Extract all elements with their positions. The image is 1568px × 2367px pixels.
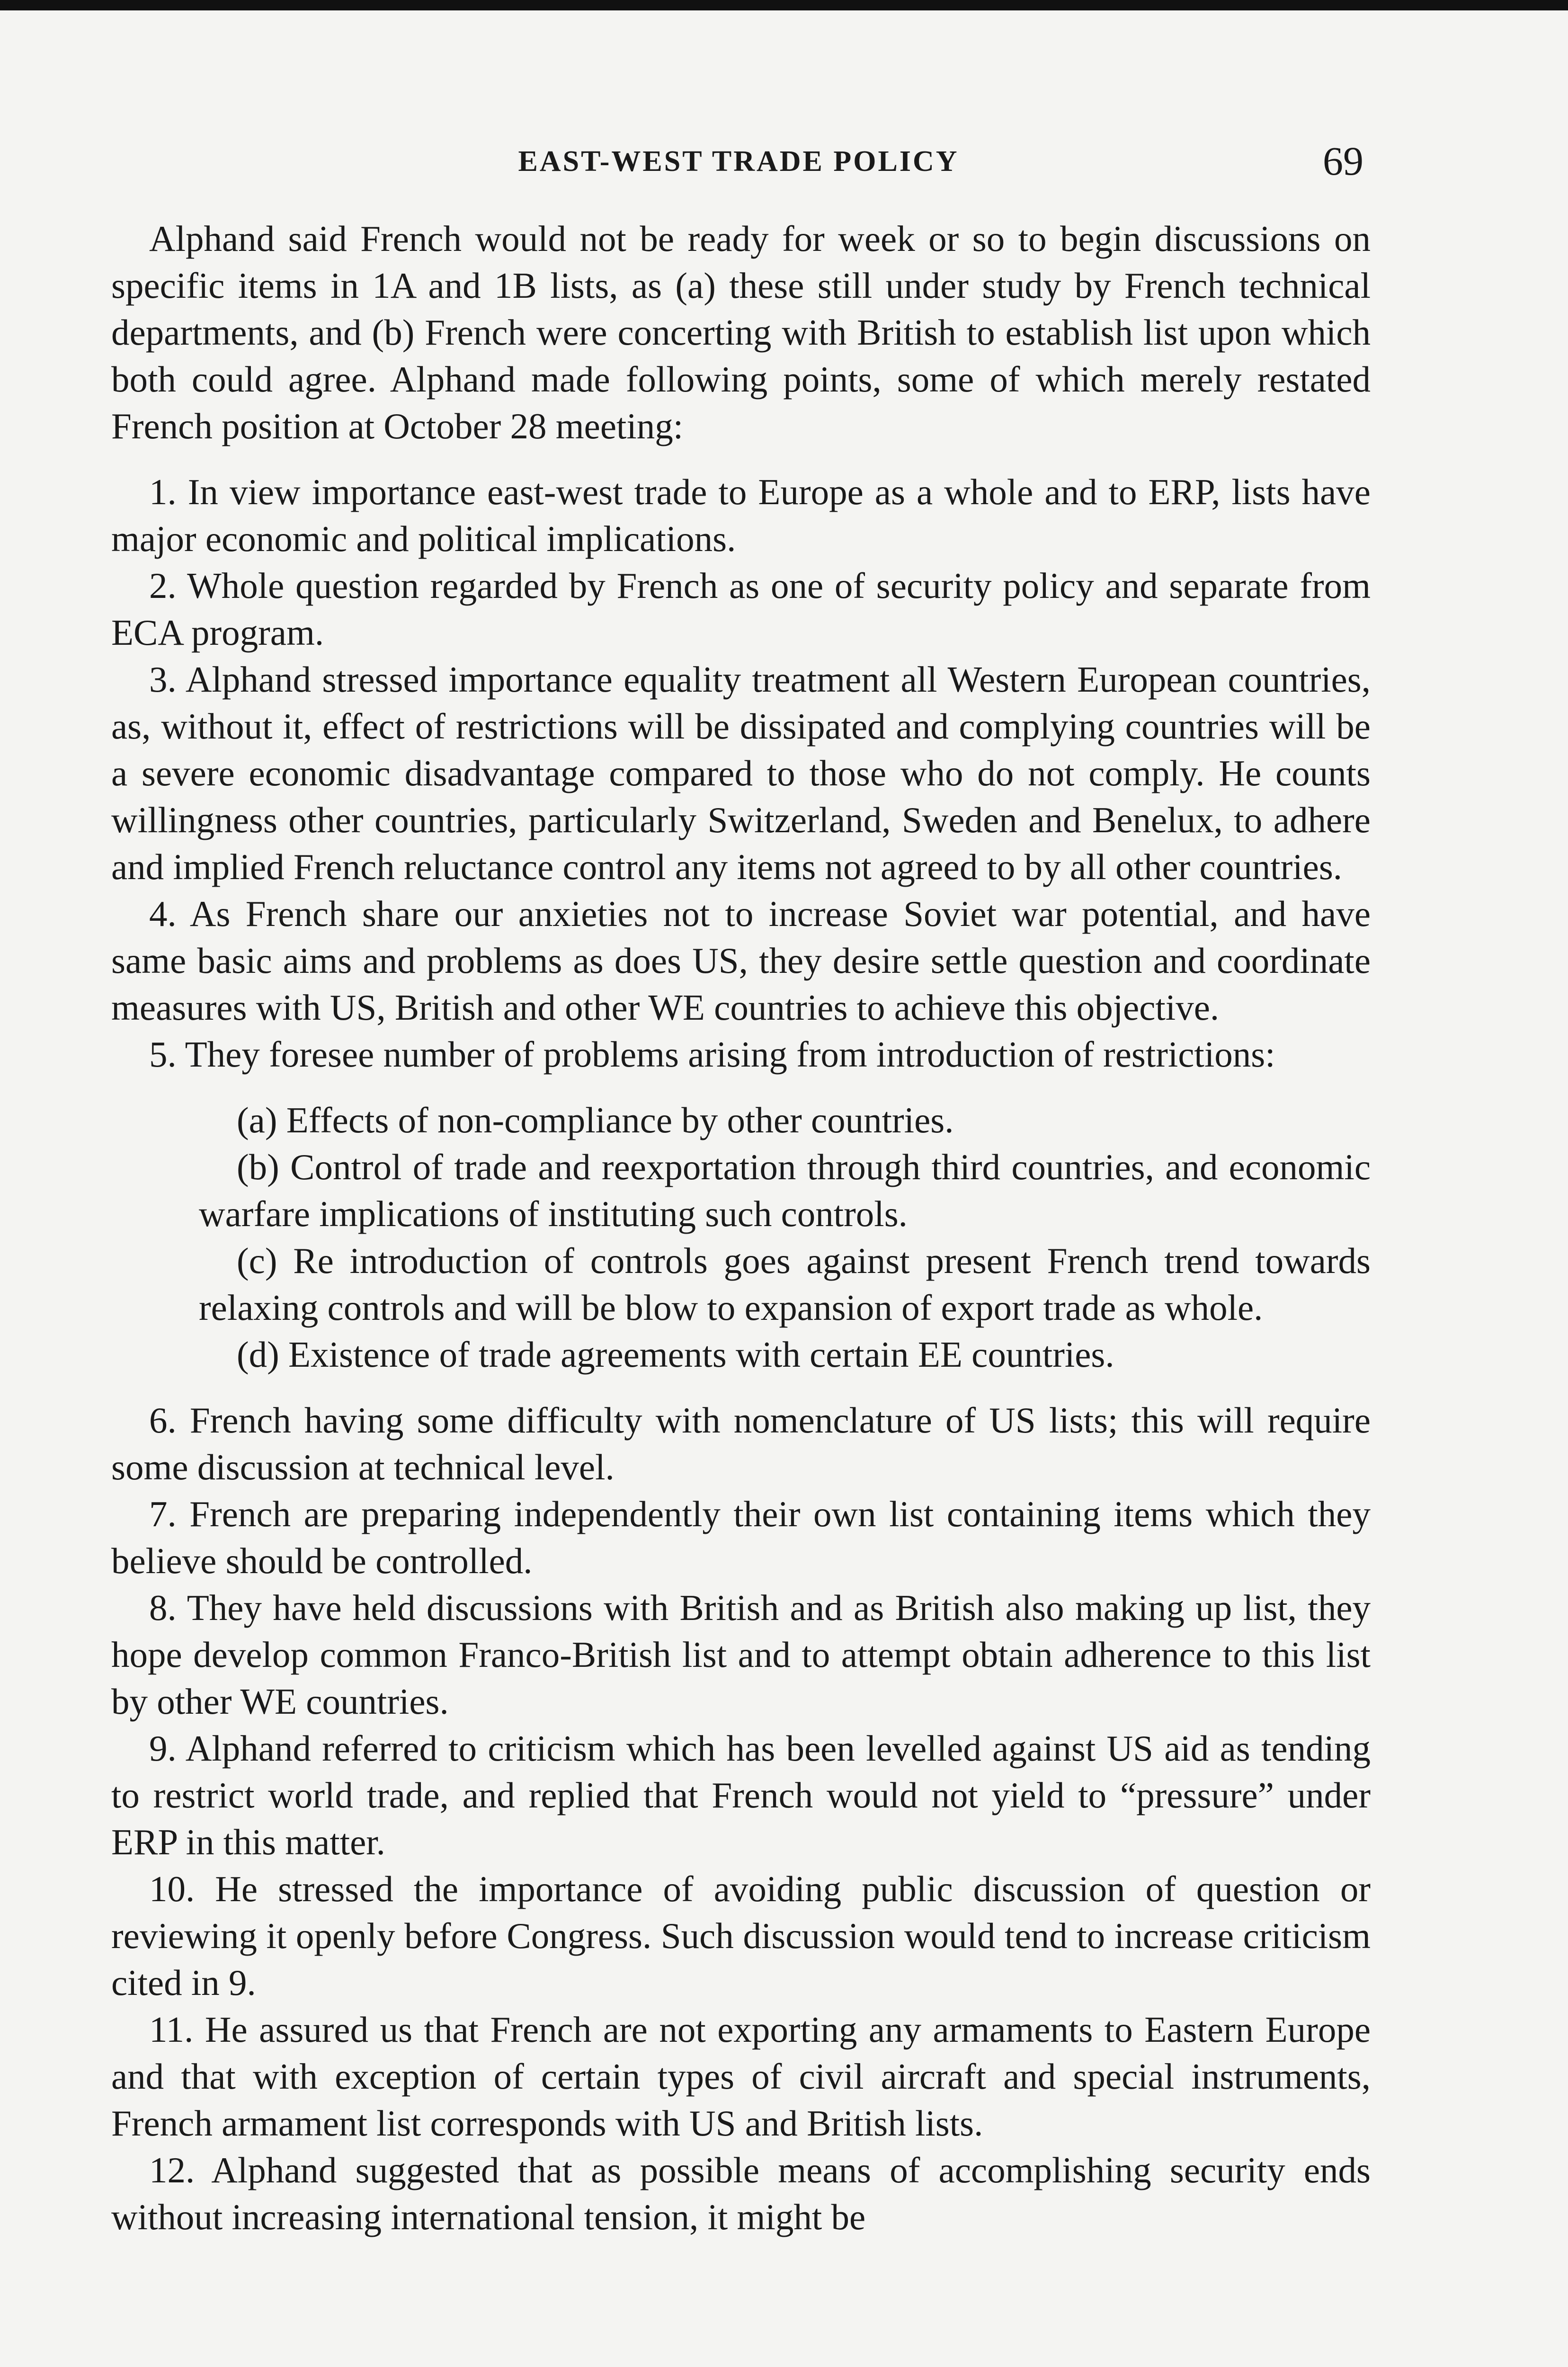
point-6: 6. French having some difficulty with nomenclature of US lists; this will require some discussion at technical level.: [111, 1400, 1371, 1487]
point-11: 11. He assured us that French are not exporting any armaments to Eastern Europe and that with exception of certain types of civil aircraft and special instruments, French armament list corresponds with US and British lists.: [111, 2009, 1371, 2144]
subpoint-b: (b) Control of trade and reexportation through third countries, and economic warfare implications of instituting such controls.: [199, 1147, 1371, 1234]
point-12: 12. Alphand suggested that as possible means of accomplishing security ends without increasing international tension, it might be: [111, 2150, 1371, 2237]
point-8: 8. They have held discussions with British and as British also making up list, they hope develop common Franco-British list and to attempt obtain adherence to this list by other WE countries.: [111, 1587, 1371, 1722]
subpoint-d: (d) Existence of trade agreements with certain EE countries.: [237, 1334, 1114, 1375]
point-7: 7. French are preparing independently their own list containing items which they believe should be controlled.: [111, 1494, 1371, 1581]
point-10: 10. He stressed the importance of avoiding public discussion of question or reviewing it openly before Congress. Such discussion would tend to increase criticism cited in 9.: [111, 1869, 1371, 2003]
subpoint-list: [111, 1097, 1371, 1378]
subpoint-a: (a) Effects of non-compliance by other countries.: [237, 1100, 954, 1140]
subpoint-c: (c) Re introduction of controls goes against present French trend towards relaxing controls and will be blow to expansion of export trade as whole.: [199, 1240, 1371, 1328]
point-4: 4. As French share our anxieties not to increase Soviet war potential, and have same basic aims and problems as does US, they desire settle question and coordinate measures with US, British and other WE countries to achieve this objective.: [111, 893, 1371, 1028]
point-9: 9. Alphand referred to criticism which has been levelled against US aid as tending to restrict world trade, and replied that French would not yield to “pressure” under ERP in this matter.: [111, 1728, 1371, 1862]
point-1: 1. In view importance east-west trade to Europe as a whole and to ERP, lists have major economic and political implications.: [111, 472, 1371, 559]
point-3: 3. Alphand stressed importance equality treatment all Western European countries, as, without it, effect of restrictions will be dissipated and complying countries will be a severe economic disadvantage compared to those who do not comply. He counts willingness other countries, particularly Switzerland, Sweden and Benelux, to adhere and implied French reluctance control any items not agreed to by all other countries.: [111, 659, 1371, 887]
point-2: 2. Whole question regarded by French as one of security policy and separate from ECA program.: [111, 565, 1371, 653]
page-header: [109, 137, 1368, 189]
running-head: EAST-WEST TRADE POLICY: [518, 145, 959, 178]
intro-paragraph: Alphand said French would not be ready for week or so to begin discussions on specific items in 1A and 1B lists, as (a) these still under study by French technical departments, and (b) French were concerting with British to establish list upon which both could agree. Alphand made following points, some of which merely restated French position at October 28 meeting:: [111, 218, 1371, 446]
document-body: [111, 215, 1371, 2241]
page-number: 69: [1323, 138, 1363, 184]
point-5: 5. They foresee number of problems arising from introduction of restrictions:: [149, 1034, 1275, 1075]
top-border-rule: [0, 0, 1568, 10]
